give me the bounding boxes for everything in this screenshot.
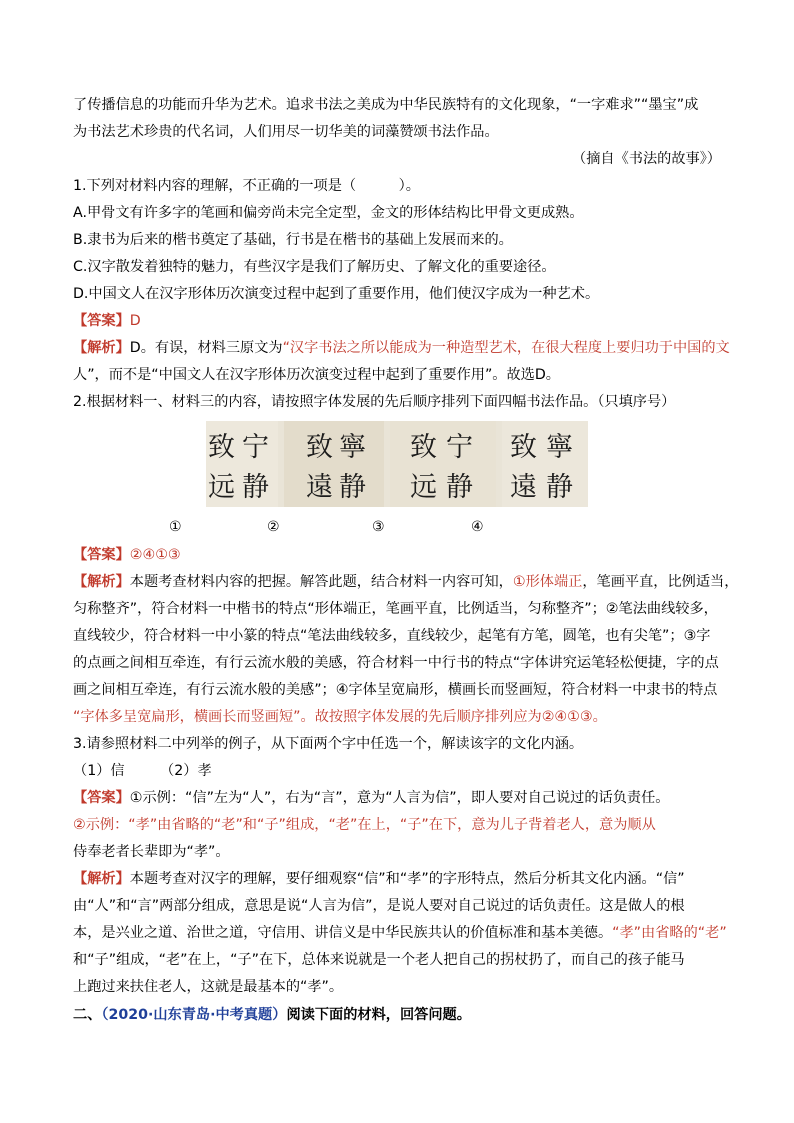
section-number: 二、	[73, 1007, 102, 1023]
glyph: 寧	[546, 432, 573, 463]
q3-analysis-line-4: 和“子”组成，“老”在上，“子”在下，总体来说就是一个老人把自己的拐杖扔了，而自己的孩子能马	[73, 952, 685, 968]
passage-line-2: 为书法艺术珍贵的代名词，人们用尽一切华美的词藻赞颂书法作品。	[73, 124, 499, 140]
q3-analysis-line-3	[73, 923, 727, 943]
q3-options: （1）信 （2）孝	[73, 763, 212, 779]
section-instruction: 阅读下面的材料，回答问题。	[286, 1007, 471, 1023]
calligraphy-panel-2	[284, 421, 384, 507]
q2-analysis-line-4: 的点画之间相互牵连，有行云流水般的美感，符合材料一中行书的特点“字体讲究运笔轻松便捷，字的点	[73, 655, 719, 671]
image-number-3: ③	[372, 519, 385, 535]
analysis-text: ，笔画平直，比例适当，	[582, 574, 739, 590]
glyph: 静	[446, 472, 473, 503]
q1-answer	[73, 311, 141, 331]
q3-answer-line-2: ②示例：“孝”由省略的“老”和“子”组成，“老”在上，“子”在下，意为儿子背着老人，意为顺从	[73, 817, 656, 833]
calligraphy-panel-4	[502, 421, 588, 507]
section-2-heading	[73, 1005, 471, 1025]
glyph: 宁	[242, 432, 269, 463]
image-number-1: ①	[169, 519, 182, 535]
passage-line-1: 了传播信息的功能而升华为艺术。追求书法之美成为中华民族特有的文化现象，“一字难求”“墨宝”成	[73, 97, 699, 113]
analysis-quote: “汉字书法之所以能成为一种造型艺术，在很大程度上要归功于中国的文	[282, 340, 730, 356]
source-note: （摘自《书法的故事》）	[572, 151, 721, 167]
q1-option-d: D.中国文人在汉字形体历次演变过程中起到了重要作用，他们使汉字成为一种艺术。	[73, 286, 600, 302]
image-number-2: ②	[267, 519, 280, 535]
glyph: 遠	[510, 472, 537, 503]
answer-tag: 【答案】	[73, 790, 130, 806]
glyph: 静	[339, 472, 366, 503]
q2-analysis-line-3: 直线较少，符合材料一中小篆的特点“笔法曲线较多，直线较少，起笔有方笔，圆笔，也有尖笔”；③字	[73, 628, 711, 644]
answer-tag: 【答案】	[73, 313, 130, 329]
q1-option-b: B.隶书为后来的楷书奠定了基础，行书是在楷书的基础上发展而来的。	[73, 232, 513, 248]
glyph: 遠	[306, 472, 333, 503]
q1-option-a: A.甲骨文有许多字的笔画和偏旁尚未完全定型，金文的形体结构比甲骨文更成熟。	[73, 205, 584, 221]
glyph: 宁	[446, 432, 473, 463]
answer-text: ①示例：“信”左为“人”，右为“言”，意为“人言为信”，即人要对自己说过的话负责任。	[129, 790, 670, 806]
glyph: 致	[410, 432, 437, 463]
q2-answer	[73, 545, 181, 565]
analysis-tag: 【解析】	[73, 574, 130, 590]
q1-analysis-line-2: 人”，而不是“中国文人在汉字形体历次演变过程中起到了重要作用”。故选D。	[73, 367, 560, 383]
q3-analysis-line-5: 上跑过来扶住老人，这就是最基本的“孝”。	[73, 979, 344, 995]
glyph: 致	[510, 432, 537, 463]
calligraphy-image	[206, 421, 588, 507]
glyph: 致	[208, 432, 235, 463]
q2-analysis-line-1	[73, 572, 738, 592]
analysis-tag: 【解析】	[73, 340, 130, 356]
q2-analysis-line-2: 匀称整齐”，符合材料一中楷书的特点“形体端正，笔画平直，比例适当，匀称整齐”；②笔法曲线较多，	[73, 601, 718, 617]
glyph: 远	[410, 472, 437, 503]
glyph: 寧	[339, 432, 366, 463]
q3-stem: 3.请参照材料二中列举的例子，从下面两个字中任选一个，解读该字的文化内涵。	[73, 736, 584, 752]
q3-analysis-line-1	[73, 869, 685, 889]
glyph: 致	[306, 432, 333, 463]
glyph: 静	[242, 472, 269, 503]
glyph: 静	[546, 472, 573, 503]
q2-stem: 2.根据材料一、材料三的内容，请按照字体发展的先后顺序排列下面四幅书法作品。（只填序号）	[73, 394, 676, 410]
analysis-highlight: ①形体端正	[512, 574, 583, 590]
q3-analysis-line-2: 由“人”和“言”两部分组成，意思是说“人言为信”，是说人要对自己说过的话负责任。这是做人的根	[73, 898, 685, 914]
q2-analysis-line-5: 画之间相互牵连，有行云流水般的美感”；④字体呈宽扁形，横画长而竖画短，符合材料一中隶书的特点	[73, 682, 718, 698]
q3-answer-line-1	[73, 788, 669, 808]
q1-stem: 1.下列对材料内容的理解，不正确的一项是（ ）。	[73, 178, 420, 194]
calligraphy-panel-3	[390, 421, 496, 507]
section-source: （2020·山东青岛·中考真题）	[101, 1007, 287, 1023]
image-number-4: ④	[471, 519, 484, 535]
analysis-text: 本题考查材料内容的把握。解答此题，结合材料一内容可知，	[129, 574, 513, 590]
analysis-tag: 【解析】	[73, 871, 130, 887]
calligraphy-panel-1	[206, 421, 278, 507]
analysis-text: D。有误，材料三原文为	[129, 340, 283, 356]
q3-answer-line-3: 侍奉老者长辈即为“孝”。	[73, 844, 230, 860]
answer-tag: 【答案】	[73, 547, 130, 563]
q2-analysis-line-6: “字体多呈宽扁形，横画长而竖画短”。故按照字体发展的先后顺序排列应为②④①③。	[73, 709, 607, 725]
q1-analysis-line-1	[73, 338, 730, 358]
q1-option-c: C.汉字散发着独特的魅力，有些汉字是我们了解历史、了解文化的重要途径。	[73, 259, 556, 275]
answer-value: D	[129, 313, 141, 329]
analysis-text: 本，是兴业之道、治世之道，守信用、讲信义是中华民族共认的价值标准和基本美德。	[73, 925, 613, 941]
answer-value: ②④①③	[129, 547, 181, 563]
analysis-text: 本题考查对汉字的理解，要仔细观察“信”和“孝”的字形特点，然后分析其文化内涵。“信”	[129, 871, 685, 887]
glyph: 远	[208, 472, 235, 503]
analysis-highlight: “孝”由省略的“老”	[612, 925, 727, 941]
